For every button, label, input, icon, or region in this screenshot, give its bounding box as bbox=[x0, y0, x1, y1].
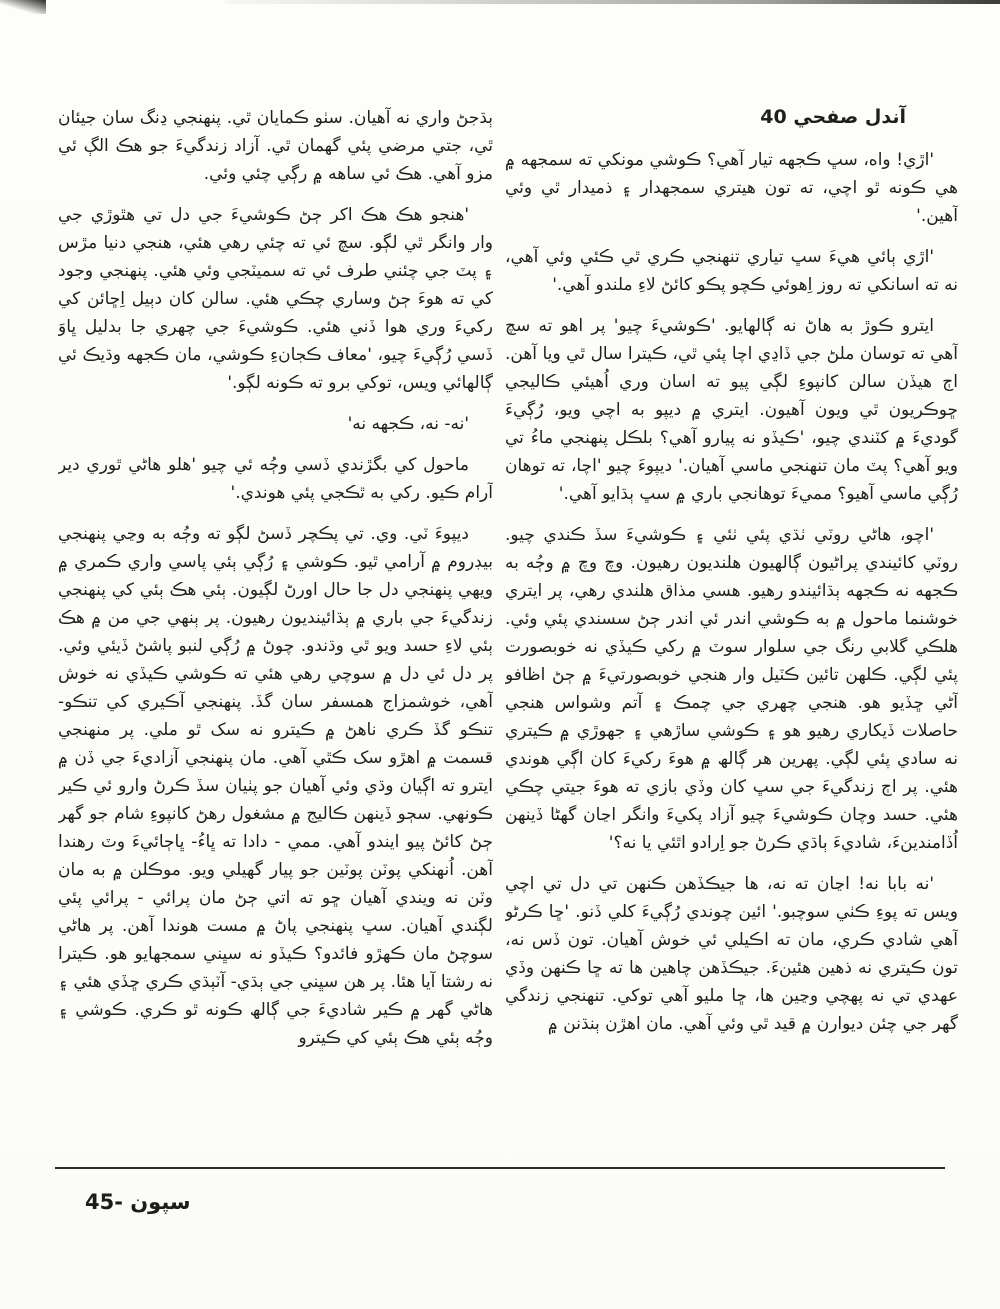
page-number: سپون -45 bbox=[85, 1190, 191, 1214]
text-column-second bbox=[58, 104, 493, 1065]
paragraph: ايترو ڪوڙ به هاڻ نه ڳالهايو. 'ڪوشيءَ چيو' پر اهو ته سچ آهي ته توسان ملڻ جي ڏاڍي اچا پئي ٿي، ڪيترا سال ٿي ويا آهن. اڄ هيڏن سالن کانپوءِ لڳي پيو ته اسان وري اُهيئي ڪاليجي ڇوڪريون ٿي ويون آهيون. ايتري ۾ ديپو به اچي ويو، رُڳيءَ گوديءَ ۾ کٽندي چيو، 'ڪيڏو نه پيارو آهي؟ بلڪل پنهنجي ماءُ تي ويو آهي؟ پٽ مان تنهنجي ماسي آهيان.' ديپوءَ چيو 'اچا، ته توهان رُڳي ماسي آهيو؟ مميءَ توهانجي باري ۾ سڀ ٻڌايو آهي.' bbox=[505, 316, 958, 504]
paragraph: ٻڌجڻ واري نه آهيان. سٺو ڪمايان ٿي. پنهنجي ڍنگ سان جيئان ٿي، جتي مرضي پئي گهمان ٿي. آزاد زندگيءَ جو هڪ الڳ ئي مزو آهي. هڪ ئي ساهه ۾ رڳي چئي وئي. bbox=[58, 108, 493, 184]
paragraph: ديپوءَ ٽي. وي. تي پڪچر ڏسڻ لڳو ته وڄُه به وڃي پنهنجي بيڊروم ۾ آرامي ٿيو. ڪوشي ۽ رُڳي ٻئي پاسي واري ڪمري ۾ ويهي پنهنجي دل جا حال اورڻ لڳيون. ٻئي هڪ ٻئي کي پنهنجي زندگيءَ جي باري ۾ ٻڌائينديون رهيون. پر ٻنهي جي من ۾ هڪ ٻئي لاءِ حسد ويو ٿي وڌندو. چوڻ ۾ رُڳي لنبو پاشڻ ڏيئي وئي. پر دل ئي دل ۾ سوچي رهي هئي ته ڪوشي ڪيڏي نه خوش آهي، خوشمزاج همسفر سان گڏ. پنهنجي آڪيري کي تنڪو- تنڪو گڏ ڪري ناهڻ ۾ ڪيترو نه سک ٿو ملي. پر منهنجي قسمت ۾ اهڙو سک ڪٿي آهي. مان پنهنجي آزاديءَ جي ڏن ۾ ايترو ته اڳيان وڌي وئي آهيان جو پٺيان سڏ ڪرڻ وارو ئي ڪير ڪونهي. سڄو ڏينهن ڪاليج ۾ مشغول رهڻ کانپوءِ شام جو گهر ڄڻ کائڻ پيو ايندو آهي. ممي - دادا ته ڀاءُ- ڀاڄائيءَ وٽ رهندا آهن. اُنهنکي پوٽن پوٽين جو پيار گهيلي ويو. موڪلن ۾ به مان وٽن نه ويندي آهيان ڇو ته اتي ڄڻ مان پرائي - پرائي پئي لڳندي آهيان. سڀ پنهنجي پاڻ ۾ مست هوندا آهن. پر هاڻي سوچڻ مان ڪهڙو فائدو؟ ڪيڏو نه سڀني سمجهايو هو. ڪيترا نه رشتا آيا هئا. پر هن سڀني جي ٻڌي- آٽٻڌي ڪري ڇڏي هئي ۽ هاڻي گهر ۾ ڪير شاديءَ جي ڳالھ ڪونه ٿو ڪري. ڪوشي ۽ وڄُه ٻئي هڪ ٻئي کي ڪيترو bbox=[58, 524, 493, 1048]
paragraph: 'نه- نه، ڪجهه نه' bbox=[347, 414, 469, 434]
text-column-first bbox=[505, 104, 958, 1051]
paragraph: 'اڙي ٻائي هيءَ سڀ تياري تنهنجي ڪري ٿي ڪئي وئي آهي، نه ته اسانکي ته روز اِهوئي ڪچو پڪو کائڻ لاءِ ملندو آهي.' bbox=[505, 247, 958, 295]
paragraph: 'اچو، هاڻي روٽي ٺڌي پئي ٺئي ۽ ڪوشيءَ سڏ ڪندي چيو. روٽي کائيندي پراڻيون ڳالهيون هلنديون رهيون. وچ وچ ۾ وڄُه به ڪجهه نه ڪجهه ٻڌائيندو رهيو. هسي مذاق هلندي رهي، پر ايتري خوشنما ماحول ۾ به ڪوشي اندر ئي اندر ڄڻ سسندي پئي وئي. هلڪي گلابي رنگ جي سلوار سوٽ ۾ رکي ڪيڏي نه خوبصورت پئي لڳي. ڪلهن تائين ڪٽيل وار هنجي خوبصورتيءَ ۾ ڄڻ اظافو آڻي ڇڏيو هو. هنجي چهري جي چمڪ ۽ آتم وشواس هنجي حاصلات ڏيکاري رهيو هو ۽ ڪوشي ساڙهي ۽ جهوڙي ۾ ڪيتري نه سادي پئي لڳي. پهرين هر ڳالھ ۾ هوءَ رکيءَ کان اڳي هوندي هئي. پر اڄ زندگيءَ جي سڀ کان وڏي بازي ته هوءَ جيتي چڪي هئي. حسد وچان ڪوشيءَ چيو آزاد پکيءَ وانگر اڃان گهڻا ڏينهن اُڏامندينءَ، شاديءَ ٻاڌي ڪرڻ جو اِرادو اٿئي يا نه؟' bbox=[505, 525, 958, 853]
paragraph: 'اڙي! واه، سڀ ڪجهه تيار آهي؟ ڪوشي مونکي ته سمجهه ۾ هي ڪونه ٿو اچي، ته تون هيتري سمجهدار ۽ ذميدار ٿي وئي آهين.' bbox=[505, 150, 958, 226]
paragraph: 'هنجو هڪ هڪ اکر ڄڻ ڪوشيءَ جي دل تي هٿوڙي جي وار وانگر ٿي لڳو. سچ ئي ته چئي رهي هئي، هنجي دنيا مڙس ۽ پٽ جي چئني طرف ئي ته سميٽجي وئي هئي. پنهنجي وجود کي ته هوءَ ڄڻ وساري چڪي هئي. سالن کان دٻيل اِڇائن کي رکيءَ وري هوا ڏني هئي. ڪوشيءَ جي چهري جا بدليل ڀاوَ ڏسي رُڳيءَ چيو، 'معاف ڪجانءِ ڪوشي، مان ڪجهه وڌيڪ ئي ڳالهائي ويس، توکي برو ته ڪونه لڳو.' bbox=[58, 205, 493, 393]
page-header: آندل صفحي 40 bbox=[760, 106, 906, 128]
footer-rule bbox=[55, 1167, 945, 1169]
paragraph: ماحول کي بگڙندي ڏسي وڄُه ئي چيو 'هلو هاڻي ٿوري دير آرام ڪيو. رکي به ٿڪجي پئي هوندي.' bbox=[58, 455, 493, 503]
paragraph: 'نه بابا نه! اڃان ته نه، ها جيڪڏهن ڪنهن تي دل تي اچي ويس ته پوءِ ڪٺي سوچبو.' ائين چوندي رُڳيءَ کلي ڏنو. 'ڇا ڪرڻو آهي شادي ڪري، مان ته اڪيلي ئي خوش آهيان. تون ڏس نه، تون ڪيتري نه ذهين هئينءَ. جيڪڏهن چاهين ها ته ڇا ڪنهن وڏي عهدي تي نه پهچي وڃين ها، ڇا مليو آهي توکي. تنهنجي زندگي گهر جي چئن ديوارن ۾ قيد ٿي وئي آهي. مان اهڙن ٻنڌنن ۾ bbox=[505, 874, 958, 1034]
